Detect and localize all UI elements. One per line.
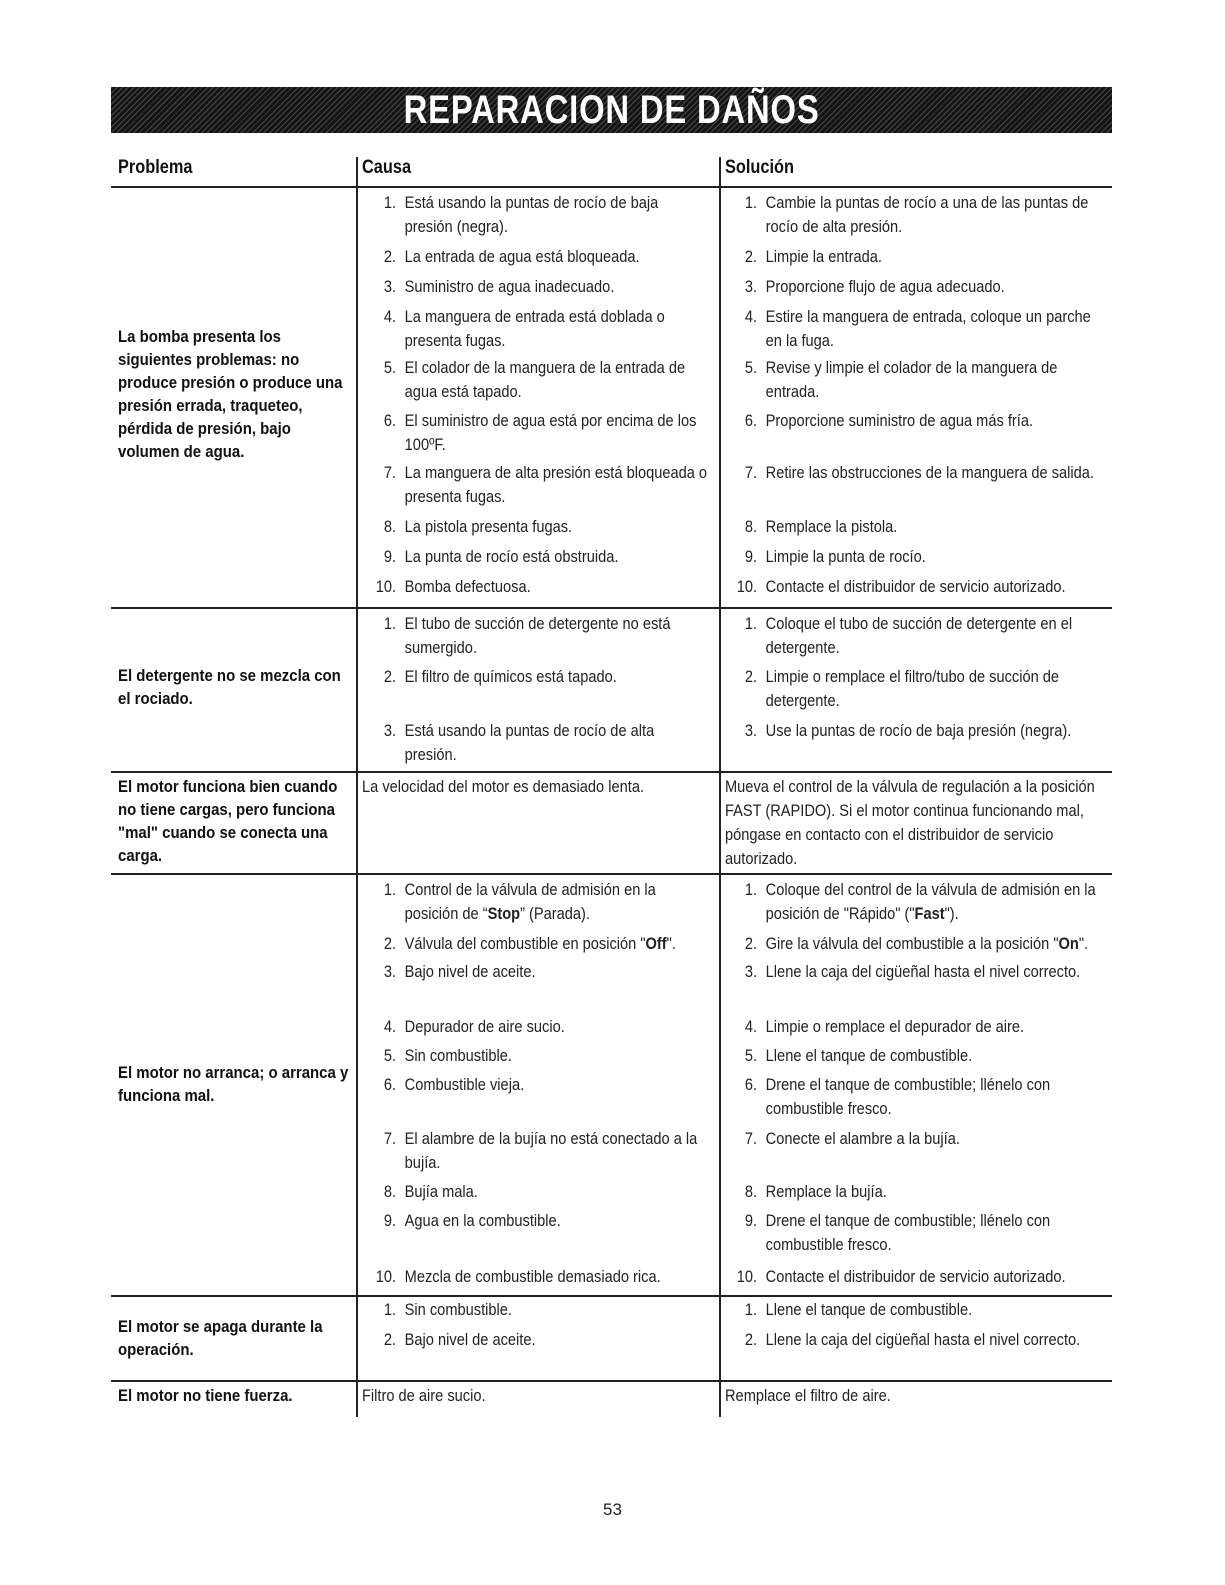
solution-item: 3. Use la puntas de rocío de baja presión (negra). [744, 721, 1072, 740]
solution-item: 8. Remplace la bujía. [744, 1182, 887, 1201]
problem-detergent: El detergente no se mezcla con el rociado. [118, 666, 341, 708]
cause-item: 10. Bomba defectuosa. [375, 577, 531, 596]
solution-item: 5. Llene el tanque de combustible. [744, 1046, 973, 1065]
cause-item: 3. Suministro de agua inadecuado. [383, 277, 615, 296]
cause-item: 7. El alambre de la bujía no está conectado a la bujía. [383, 1129, 698, 1172]
solution-text: Mueva el control de la válvula de regulación a la posición FAST (RAPIDO). Si el motor continua funcionando mal, póngase en contacto con el distribuidor de servicio autorizado. [725, 777, 1095, 868]
problem-pump: La bomba presenta los siguientes problemas: no produce presión o produce una presión errada, traqueteo, pérdida de presión, bajo volumen de agua. [118, 327, 343, 461]
cause-item: 6. Combustible vieja. [383, 1075, 525, 1094]
solution-item: 6. Drene el tanque de combustible; llénelo con combustible fresco. [744, 1075, 1051, 1118]
cause-item: 10. Mezcla de combustible demasiado rica. [375, 1267, 661, 1286]
solution-item: 9. Limpie la punta de rocío. [744, 547, 926, 566]
problem-motor-power: El motor no tiene fuerza. [118, 1386, 293, 1405]
row-divider [111, 607, 1112, 609]
row-divider [111, 873, 1112, 875]
cause-item: 3. Está usando la puntas de rocío de alta presión. [383, 721, 655, 764]
row-divider [111, 771, 1112, 773]
solution-item: 2. Llene la caja del cigüeñal hasta el nivel correcto. [744, 1330, 1081, 1349]
cause-item: 8. Bujía mala. [383, 1182, 478, 1201]
solution-item: 2. Limpie la entrada. [744, 247, 882, 266]
solution-item: 10. Contacte el distribuidor de servicio autorizado. [736, 1267, 1066, 1286]
problem-motor-start: El motor no arranca; o arranca y funciona mal. [118, 1063, 349, 1105]
header-divider [111, 186, 1112, 188]
page-number: 53 [603, 1500, 622, 1519]
solution-item: 2. Limpie o remplace el filtro/tubo de succión de detergente. [744, 667, 1060, 710]
solution-item: 1. Coloque del control de la válvula de admisión en la posición de "Rápido" ("Fast"). [744, 880, 1096, 923]
title-banner [111, 87, 1112, 133]
cause-text: Filtro de aire sucio. [362, 1386, 486, 1405]
solution-item: 8. Remplace la pistola. [744, 517, 898, 536]
cause-item: 5. El colador de la manguera de la entrada de agua está tapado. [383, 358, 686, 401]
cause-item: 1. Control de la válvula de admisión en la posición de “Stop” (Parada). [383, 880, 656, 923]
problem-motor-stops: El motor se apaga durante la operación. [118, 1317, 323, 1359]
cause-item: 4. La manguera de entrada está doblada o presenta fugas. [383, 307, 665, 350]
solution-text: Remplace el filtro de aire. [725, 1386, 891, 1405]
cause-item: 7. La manguera de alta presión está bloqueada o presenta fugas. [383, 463, 708, 506]
header-solution: Solución [725, 157, 795, 178]
solution-item: 3. Llene la caja del cigüeñal hasta el nivel correcto. [744, 962, 1081, 981]
solution-item: 2. Gire la válvula del combustible a la posición "On". [744, 934, 1089, 953]
solution-item: 1. Coloque el tubo de succión de detergente en el detergente. [744, 614, 1073, 657]
cause-item: 2. Bajo nivel de aceite. [383, 1330, 536, 1349]
cause-item: 1. El tubo de succión de detergente no está sumergido. [383, 614, 671, 657]
cause-item: 2. El filtro de químicos está tapado. [383, 667, 617, 686]
solution-item: 1. Cambie la puntas de rocío a una de las puntas de rocío de alta presión. [744, 193, 1089, 236]
page-title: REPARACION DE DAÑOS [403, 87, 820, 132]
cause-item: 1. Está usando la puntas de rocío de baja presión (negra). [383, 193, 659, 236]
cause-text: La velocidad del motor es demasiado lenta. [362, 777, 645, 796]
cause-item: 2. La entrada de agua está bloqueada. [383, 247, 640, 266]
solution-item: 4. Estire la manguera de entrada, coloque un parche en la fuga. [744, 307, 1091, 350]
problem-motor-load: El motor funciona bien cuando no tiene cargas, pero funciona "mal" cuando se conecta una carga. [118, 777, 338, 865]
cause-item: 9. Agua en la combustible. [383, 1211, 561, 1230]
solution-item: 1. Llene el tanque de combustible. [744, 1300, 973, 1319]
cause-item: 5. Sin combustible. [383, 1046, 512, 1065]
solution-item: 3. Proporcione flujo de agua adecuado. [744, 277, 1005, 296]
row-divider [111, 1380, 1112, 1382]
cause-item: 3. Bajo nivel de aceite. [383, 962, 536, 981]
solution-item: 5. Revise y limpie el colador de la manguera de entrada. [744, 358, 1058, 401]
cause-item: 1. Sin combustible. [383, 1300, 512, 1319]
cause-item: 8. La pistola presenta fugas. [383, 517, 573, 536]
solution-item: 9. Drene el tanque de combustible; llénelo con combustible fresco. [744, 1211, 1051, 1254]
solution-item: 7. Retire las obstrucciones de la manguera de salida. [744, 463, 1095, 482]
solution-item: 6. Proporcione suministro de agua más fría. [744, 411, 1034, 430]
column-divider-solution [719, 157, 721, 1417]
header-cause: Causa [362, 157, 412, 178]
cause-item: 4. Depurador de aire sucio. [383, 1017, 565, 1036]
header-problem: Problema [118, 157, 193, 178]
row-divider [111, 1295, 1112, 1297]
solution-item: 10. Contacte el distribuidor de servicio autorizado. [736, 577, 1066, 596]
cause-item: 6. El suministro de agua está por encima de los 100ºF. [383, 411, 697, 454]
cause-item: 9. La punta de rocío está obstruida. [383, 547, 619, 566]
column-divider-cause [356, 157, 358, 1417]
cause-item: 2. Válvula del combustible en posición "Off". [383, 934, 676, 953]
solution-item: 7. Conecte el alambre a la bujía. [744, 1129, 960, 1148]
solution-item: 4. Limpie o remplace el depurador de aire. [744, 1017, 1025, 1036]
